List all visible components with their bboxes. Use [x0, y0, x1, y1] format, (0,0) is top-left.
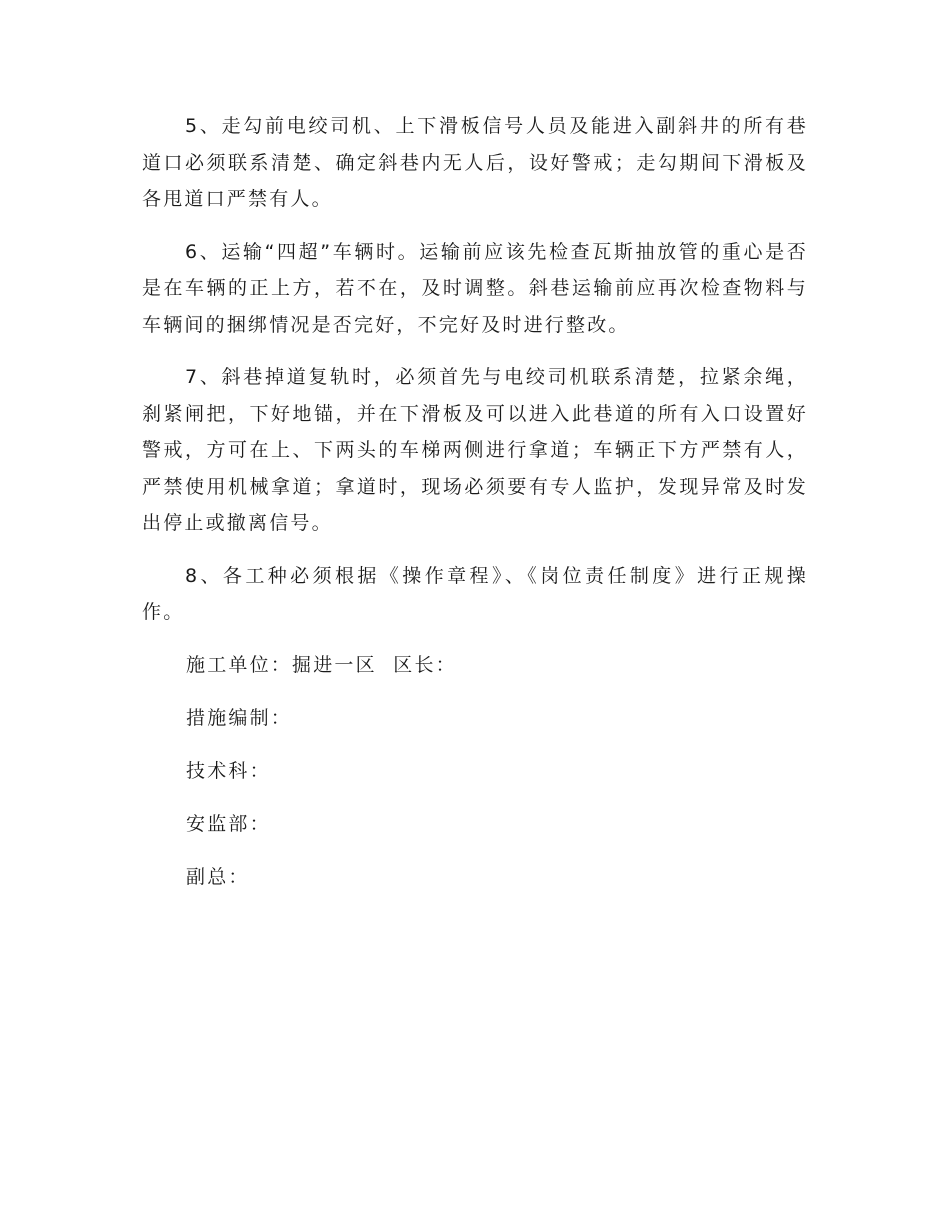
deputy-chief-line: 副总： [186, 865, 250, 888]
construction-unit-line: 施工单位：掘进一区 区长： [186, 653, 457, 676]
paragraph-item-5: 5、走勾前电绞司机、上下滑板信号人员及能进入副斜井的所有巷道口必须联系清楚、确定斜巷内无人后，设好警戒；走勾期间下滑板及各甩道口严禁有人。 [142, 115, 808, 210]
signature-block [142, 647, 808, 895]
document-body [142, 108, 808, 912]
paragraph-item-7: 7、斜巷掉道复轨时，必须首先与电绞司机联系清楚，拉紧余绳，刹紧闸把，下好地锚，并在下滑板及可以进入此巷道的所有入口设置好警戒，方可在上、下两头的车梯两侧进行拿道；车辆正下方严禁有人，严禁使用机械拿道；拿道时，现场必须要有专人监护，发现异常及时发出停止或撤离信号。 [142, 366, 808, 534]
paragraph-item-8: 8、各工种必须根据《操作章程》、《岗位责任制度》进行正规操作。 [142, 564, 808, 623]
measure-compiler-line: 措施编制： [186, 706, 293, 729]
paragraph-item-6: 6、运输“四超”车辆时。运输前应该先检查瓦斯抽放管的重心是否是在车辆的正上方，若不在，及时调整。斜巷运输前应再次检查物料与车辆间的捆绑情况是否完好，不完好及时进行整改。 [142, 240, 808, 336]
safety-dept-line: 安监部： [186, 812, 271, 835]
technical-dept-line: 技术科： [186, 759, 271, 782]
